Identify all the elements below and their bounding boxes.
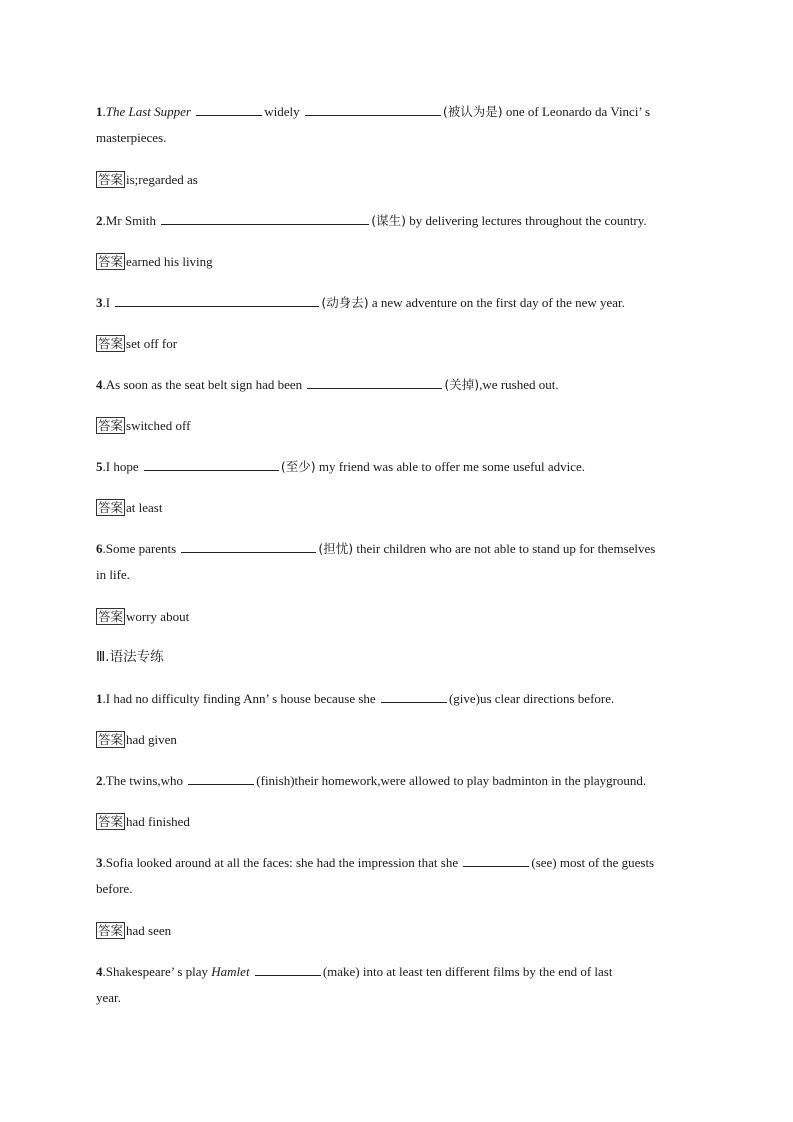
answer-text: at least xyxy=(126,500,163,515)
chinese-hint: (谋生) xyxy=(371,213,406,228)
answer-blank[interactable] xyxy=(305,103,441,116)
answer-label: 答案 xyxy=(98,254,124,269)
dot: . xyxy=(102,773,106,788)
answer-blank[interactable] xyxy=(307,376,442,389)
grammar-answer-2 xyxy=(96,813,190,830)
question-text: Shakespeare’ s play xyxy=(105,964,212,979)
grammar-answer-1 xyxy=(96,731,177,748)
question-text: (see) most of the guests xyxy=(531,855,655,870)
answer-5 xyxy=(96,499,162,516)
answer-label: 答案 xyxy=(98,336,124,351)
answer-blank[interactable] xyxy=(381,690,447,703)
answer-label: 答案 xyxy=(98,732,124,747)
answer-text: worry about xyxy=(126,609,190,624)
grammar-question-4 xyxy=(96,963,612,980)
question-1 xyxy=(96,103,650,120)
answer-blank[interactable] xyxy=(196,103,262,116)
chinese-hint: (被认为是) xyxy=(442,104,503,119)
question-text: Sofia looked around at all the faces: she had the impression that she xyxy=(105,855,459,870)
question-1-continued: masterpieces. xyxy=(96,130,167,145)
chinese-hint: (担忧) xyxy=(318,541,354,556)
question-text: by delivering lectures throughout the country. xyxy=(405,213,647,228)
answer-text: had seen xyxy=(126,923,172,938)
question-text: I xyxy=(105,295,111,310)
question-6-continued: in life. xyxy=(96,567,130,582)
italic-title: Hamlet xyxy=(211,964,250,979)
chinese-hint: (关掉) xyxy=(444,377,480,392)
answer-label: 答案 xyxy=(98,609,124,624)
question-text: As soon as the seat belt sign had been xyxy=(105,377,303,392)
question-number: 5 xyxy=(96,459,103,474)
question-number: 4 xyxy=(96,377,103,392)
grammar-question-1 xyxy=(96,690,614,707)
dot: . xyxy=(102,855,106,870)
answer-text: earned his living xyxy=(126,254,213,269)
question-text: ,we rushed out. xyxy=(479,377,559,392)
answer-blank[interactable] xyxy=(255,963,321,976)
question-text: Some parents xyxy=(105,541,177,556)
question-text: (finish)their homework,were allowed to play badminton in the playground. xyxy=(256,773,647,788)
answer-label: 答案 xyxy=(98,172,124,187)
answer-text: had given xyxy=(126,732,177,747)
grammar-question-4-continued: year. xyxy=(96,990,121,1005)
question-number: 3 xyxy=(96,295,103,310)
grammar-question-3-continued: before. xyxy=(96,881,133,896)
dot: . xyxy=(102,459,106,474)
question-text: Mr Smith xyxy=(105,213,156,228)
question-text: (make) into at least ten different films by the end of last xyxy=(322,964,613,979)
question-text: widely xyxy=(264,104,300,119)
chinese-hint: (动身去) xyxy=(321,295,369,310)
dot: . xyxy=(102,213,106,228)
question-text: The twins,who xyxy=(105,773,184,788)
question-number: 2 xyxy=(96,213,103,228)
answer-text: set off for xyxy=(126,336,178,351)
question-number: 1 xyxy=(96,104,103,119)
answer-6 xyxy=(96,608,189,625)
question-number: 6 xyxy=(96,541,103,556)
answer-blank[interactable] xyxy=(115,294,319,307)
answer-text: switched off xyxy=(126,418,191,433)
question-number: 2 xyxy=(96,773,103,788)
answer-1 xyxy=(96,171,198,188)
dot: . xyxy=(102,691,106,706)
answer-3 xyxy=(96,335,177,352)
question-4 xyxy=(96,376,559,393)
grammar-question-2 xyxy=(96,772,646,789)
answer-label: 答案 xyxy=(98,418,124,433)
question-text: a new adventure on the first day of the new year. xyxy=(368,295,625,310)
grammar-answer-3 xyxy=(96,922,171,939)
question-2 xyxy=(96,212,647,229)
answer-2 xyxy=(96,253,213,270)
grammar-question-3 xyxy=(96,854,654,871)
answer-blank[interactable] xyxy=(161,212,369,225)
dot: . xyxy=(102,295,106,310)
question-text: one of Leonardo da Vinci’ s xyxy=(502,104,651,119)
answer-text: is;regarded as xyxy=(126,172,198,187)
question-number: 1 xyxy=(96,691,103,706)
italic-title: The Last Supper xyxy=(105,104,191,119)
dot: . xyxy=(102,964,106,979)
question-5 xyxy=(96,458,585,475)
question-text: (give)us clear directions before. xyxy=(448,691,615,706)
answer-text: had finished xyxy=(126,814,190,829)
question-text: I hope xyxy=(105,459,139,474)
answer-label: 答案 xyxy=(98,923,124,938)
question-text: I had no difficulty finding Ann’ s house because she xyxy=(105,691,376,706)
question-text: my friend was able to offer me some useful advice. xyxy=(315,459,586,474)
dot: . xyxy=(102,541,106,556)
answer-4 xyxy=(96,417,190,434)
dot: . xyxy=(102,104,106,119)
question-number: 3 xyxy=(96,855,103,870)
question-3 xyxy=(96,294,625,311)
dot: . xyxy=(102,377,106,392)
question-text: their children who are not able to stand up for themselves xyxy=(353,541,656,556)
answer-blank[interactable] xyxy=(463,854,529,867)
answer-label: 答案 xyxy=(98,814,124,829)
section-heading: Ⅲ.语法专练 xyxy=(96,649,164,665)
answer-label: 答案 xyxy=(98,500,124,515)
answer-blank[interactable] xyxy=(144,458,279,471)
answer-blank[interactable] xyxy=(181,540,316,553)
chinese-hint: (至少) xyxy=(280,459,316,474)
answer-blank[interactable] xyxy=(188,772,254,785)
question-number: 4 xyxy=(96,964,103,979)
question-6 xyxy=(96,540,655,557)
